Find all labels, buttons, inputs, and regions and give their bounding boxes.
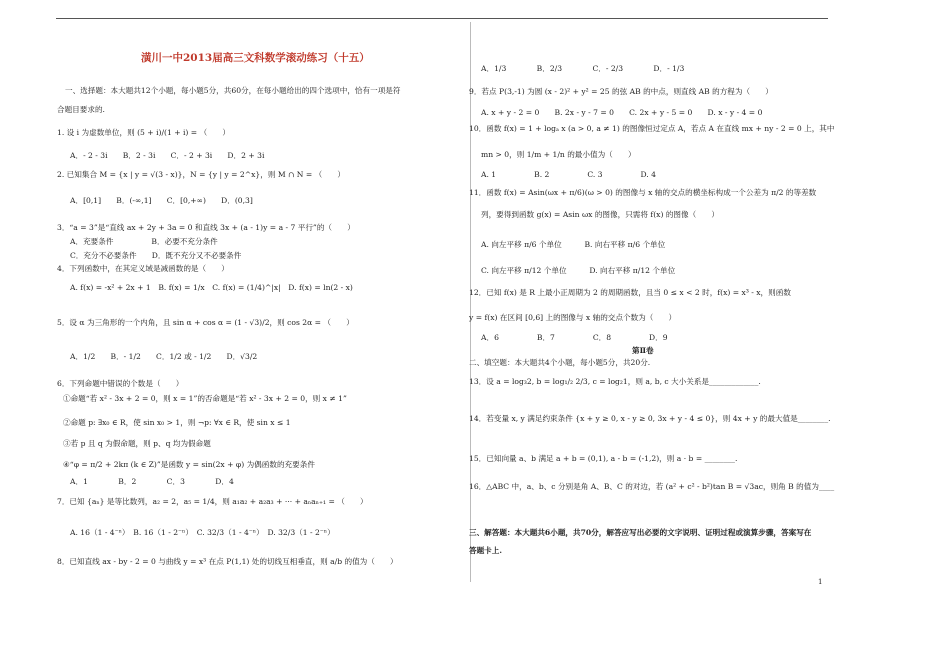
top-rule xyxy=(56,18,828,19)
q10-options: A. 1 B. 2 C. 3 D. 4 xyxy=(481,170,656,179)
q2-stem: 2. 已知集合 M = {x | y = √(3 - x)}，N = {y | y = 2^x}，则 M ∩ N = （ ） xyxy=(57,170,345,179)
q10-stem-cont: mn > 0，则 1/m + 1/n 的最小值为（ ） xyxy=(481,150,636,159)
q16-stem: 16．△ABC 中，a、b、c 分别是角 A、B、C 的对边，若 (a² + c² - b²)tan B = √3ac，则角 B 的值为____ xyxy=(469,482,835,491)
q7-options: A. 16（1 - 4⁻ⁿ） B. 16（1 - 2⁻ⁿ） C. 32/3（1 - 4⁻ⁿ） D. 32/3（1 - 2⁻ⁿ） xyxy=(70,528,335,537)
q11-stem-cont: 列，要得到函数 g(x) = Asin ωx 的图像，只需将 f(x) 的图像（ ） xyxy=(481,210,719,219)
q6-statement-1: ①命题“若 x² - 3x + 2 = 0，则 x = 1”的否命题是“若 x² - 3x + 2 = 0，则 x ≠ 1” xyxy=(63,394,347,403)
section-2-intro: 二、填空题：本大题共4个小题，每小题5分，共20分. xyxy=(469,358,651,367)
section-1-intro: 一、选择题：本大题共12个小题，每小题5分，共60分，在每小题给出的四个选项中，恰有一项是符 xyxy=(65,86,401,95)
q1-options: A．- 2 - 3i B．2 - 3i C．- 2 + 3i D．2 + 3i xyxy=(70,151,265,160)
q7-stem: 7．已知 {aₙ} 是等比数列，a₂ = 2，a₅ = 1/4，则 a₁a₂ + a₂a₃ + ··· + aₙaₙ₊₁ = （ ） xyxy=(57,497,368,506)
q2-options: A．[0,1] B．(-∞,1] C．[0,+∞) D．(0,3] xyxy=(70,196,253,205)
q13-stem: 13．设 a = log₃2, b = log₁/₂ 2/3, c = log₂1，则 a, b, c 大小关系是_____________. xyxy=(469,377,761,386)
q12-stem-cont: y = f(x) 在区间 [0,6] 上的图像与 x 轴的交点个数为（ ） xyxy=(469,313,677,322)
q11-stem: 11．函数 f(x) = Asin(ωx + π/6)(ω > 0) 的图像与 x 轴的交点的横坐标构成一个公差为 π/2 的等差数 xyxy=(469,188,817,197)
q6-options: A．1 B．2 C．3 D．4 xyxy=(70,477,234,486)
section-3-intro-cont: 答题卡上. xyxy=(469,546,503,555)
section-1-intro-cont: 合题目要求的. xyxy=(57,105,105,114)
q4-stem: 4．下列函数中，在其定义域是减函数的是（ ） xyxy=(57,264,229,273)
q8-stem: 8．已知直线 ax - by - 2 = 0 与曲线 y = x³ 在点 P(1,1) 处的切线互相垂直，则 a/b 的值为（ ） xyxy=(57,557,398,566)
part-2-heading: 第Ⅱ卷 xyxy=(632,346,654,355)
q11-options-ab: A. 向左平移 π/6 个单位 B. 向右平移 π/6 个单位 xyxy=(481,240,666,249)
q6-statement-2: ②命题 p: ∃x₀ ∈ R，使 sin x₀ > 1，则 ¬p: ∀x ∈ R，使 sin x ≤ 1 xyxy=(63,418,291,427)
q10-stem: 10．函数 f(x) = 1 + logₐ x (a > 0, a ≠ 1) 的图像恒过定点 A，若点 A 在直线 mx + ny - 2 = 0 上，其中 xyxy=(469,124,835,133)
q1-stem: 1. 设 i 为虚数单位，则 (5 + i)/(1 + i) = （ ） xyxy=(57,128,230,137)
q3-stem: 3．“a = 3”是“直线 ax + 2y + 3a = 0 和直线 3x + (a - 1)y = a - 7 平行”的（ ） xyxy=(57,223,355,232)
q6-statement-4: ④“φ = π/2 + 2kπ (k ∈ Z)”是函数 y = sin(2x + φ) 为偶函数的充要条件 xyxy=(63,460,315,469)
q3-options-cd: C．充分不必要条件 D．既不充分又不必要条件 xyxy=(70,251,242,260)
q11-options-cd: C. 向左平移 π/12 个单位 D. 向右平移 π/12 个单位 xyxy=(481,266,676,275)
q14-stem: 14．若变量 x, y 满足约束条件 {x + y ≥ 0, x - y ≥ 0, 3x + y - 4 ≤ 0}，则 4x + y 的最大值是________. xyxy=(469,414,831,423)
column-divider xyxy=(470,22,471,582)
q3-options-ab: A．充要条件 B．必要不充分条件 xyxy=(70,237,218,246)
q15-stem: 15．已知向量 a、b 满足 a + b = (0,1), a - b = (-1,2)，则 a · b = ________. xyxy=(469,454,738,463)
page-number: 1 xyxy=(818,578,823,586)
q12-stem: 12．已知 f(x) 是 R 上最小正周期为 2 的周期函数，且当 0 ≤ x < 2 时，f(x) = x³ - x，则函数 xyxy=(469,288,791,297)
page-title: 潢川一中2013届高三文科数学滚动练习（十五） xyxy=(141,52,370,64)
q6-stem: 6．下列命题中错误的个数是（ ） xyxy=(57,379,184,388)
q12-options: A．6 B．7 C．8 D．9 xyxy=(481,333,668,342)
q9-options: A. x + y - 2 = 0 B. 2x - y - 7 = 0 C. 2x + y - 5 = 0 D. x - y - 4 = 0 xyxy=(481,108,763,117)
q8-options: A．1/3 B．2/3 C．- 2/3 D．- 1/3 xyxy=(481,64,685,73)
q6-statement-3: ③若 p 且 q 为假命题，则 p、q 均为假命题 xyxy=(63,439,211,448)
section-3-intro: 三、解答题：本大题共6小题，共70分，解答应写出必要的文字说明、证明过程或演算步骤，答案写在 xyxy=(469,528,812,537)
q9-stem: 9．若点 P(3,-1) 为圆 (x - 2)² + y² = 25 的弦 AB 的中点，则直线 AB 的方程为（ ） xyxy=(469,87,773,96)
q5-stem: 5．设 α 为三角形的一个内角，且 sin α + cos α = (1 - √3)/2，则 cos 2α = （ ） xyxy=(57,318,354,327)
q5-options: A．1/2 B．- 1/2 C．1/2 或 - 1/2 D．√3/2 xyxy=(70,352,258,361)
q4-options: A. f(x) = -x² + 2x + 1 B. f(x) = 1/x C. f(x) = (1/4)^|x| D. f(x) = ln(2 - x) xyxy=(70,283,353,292)
